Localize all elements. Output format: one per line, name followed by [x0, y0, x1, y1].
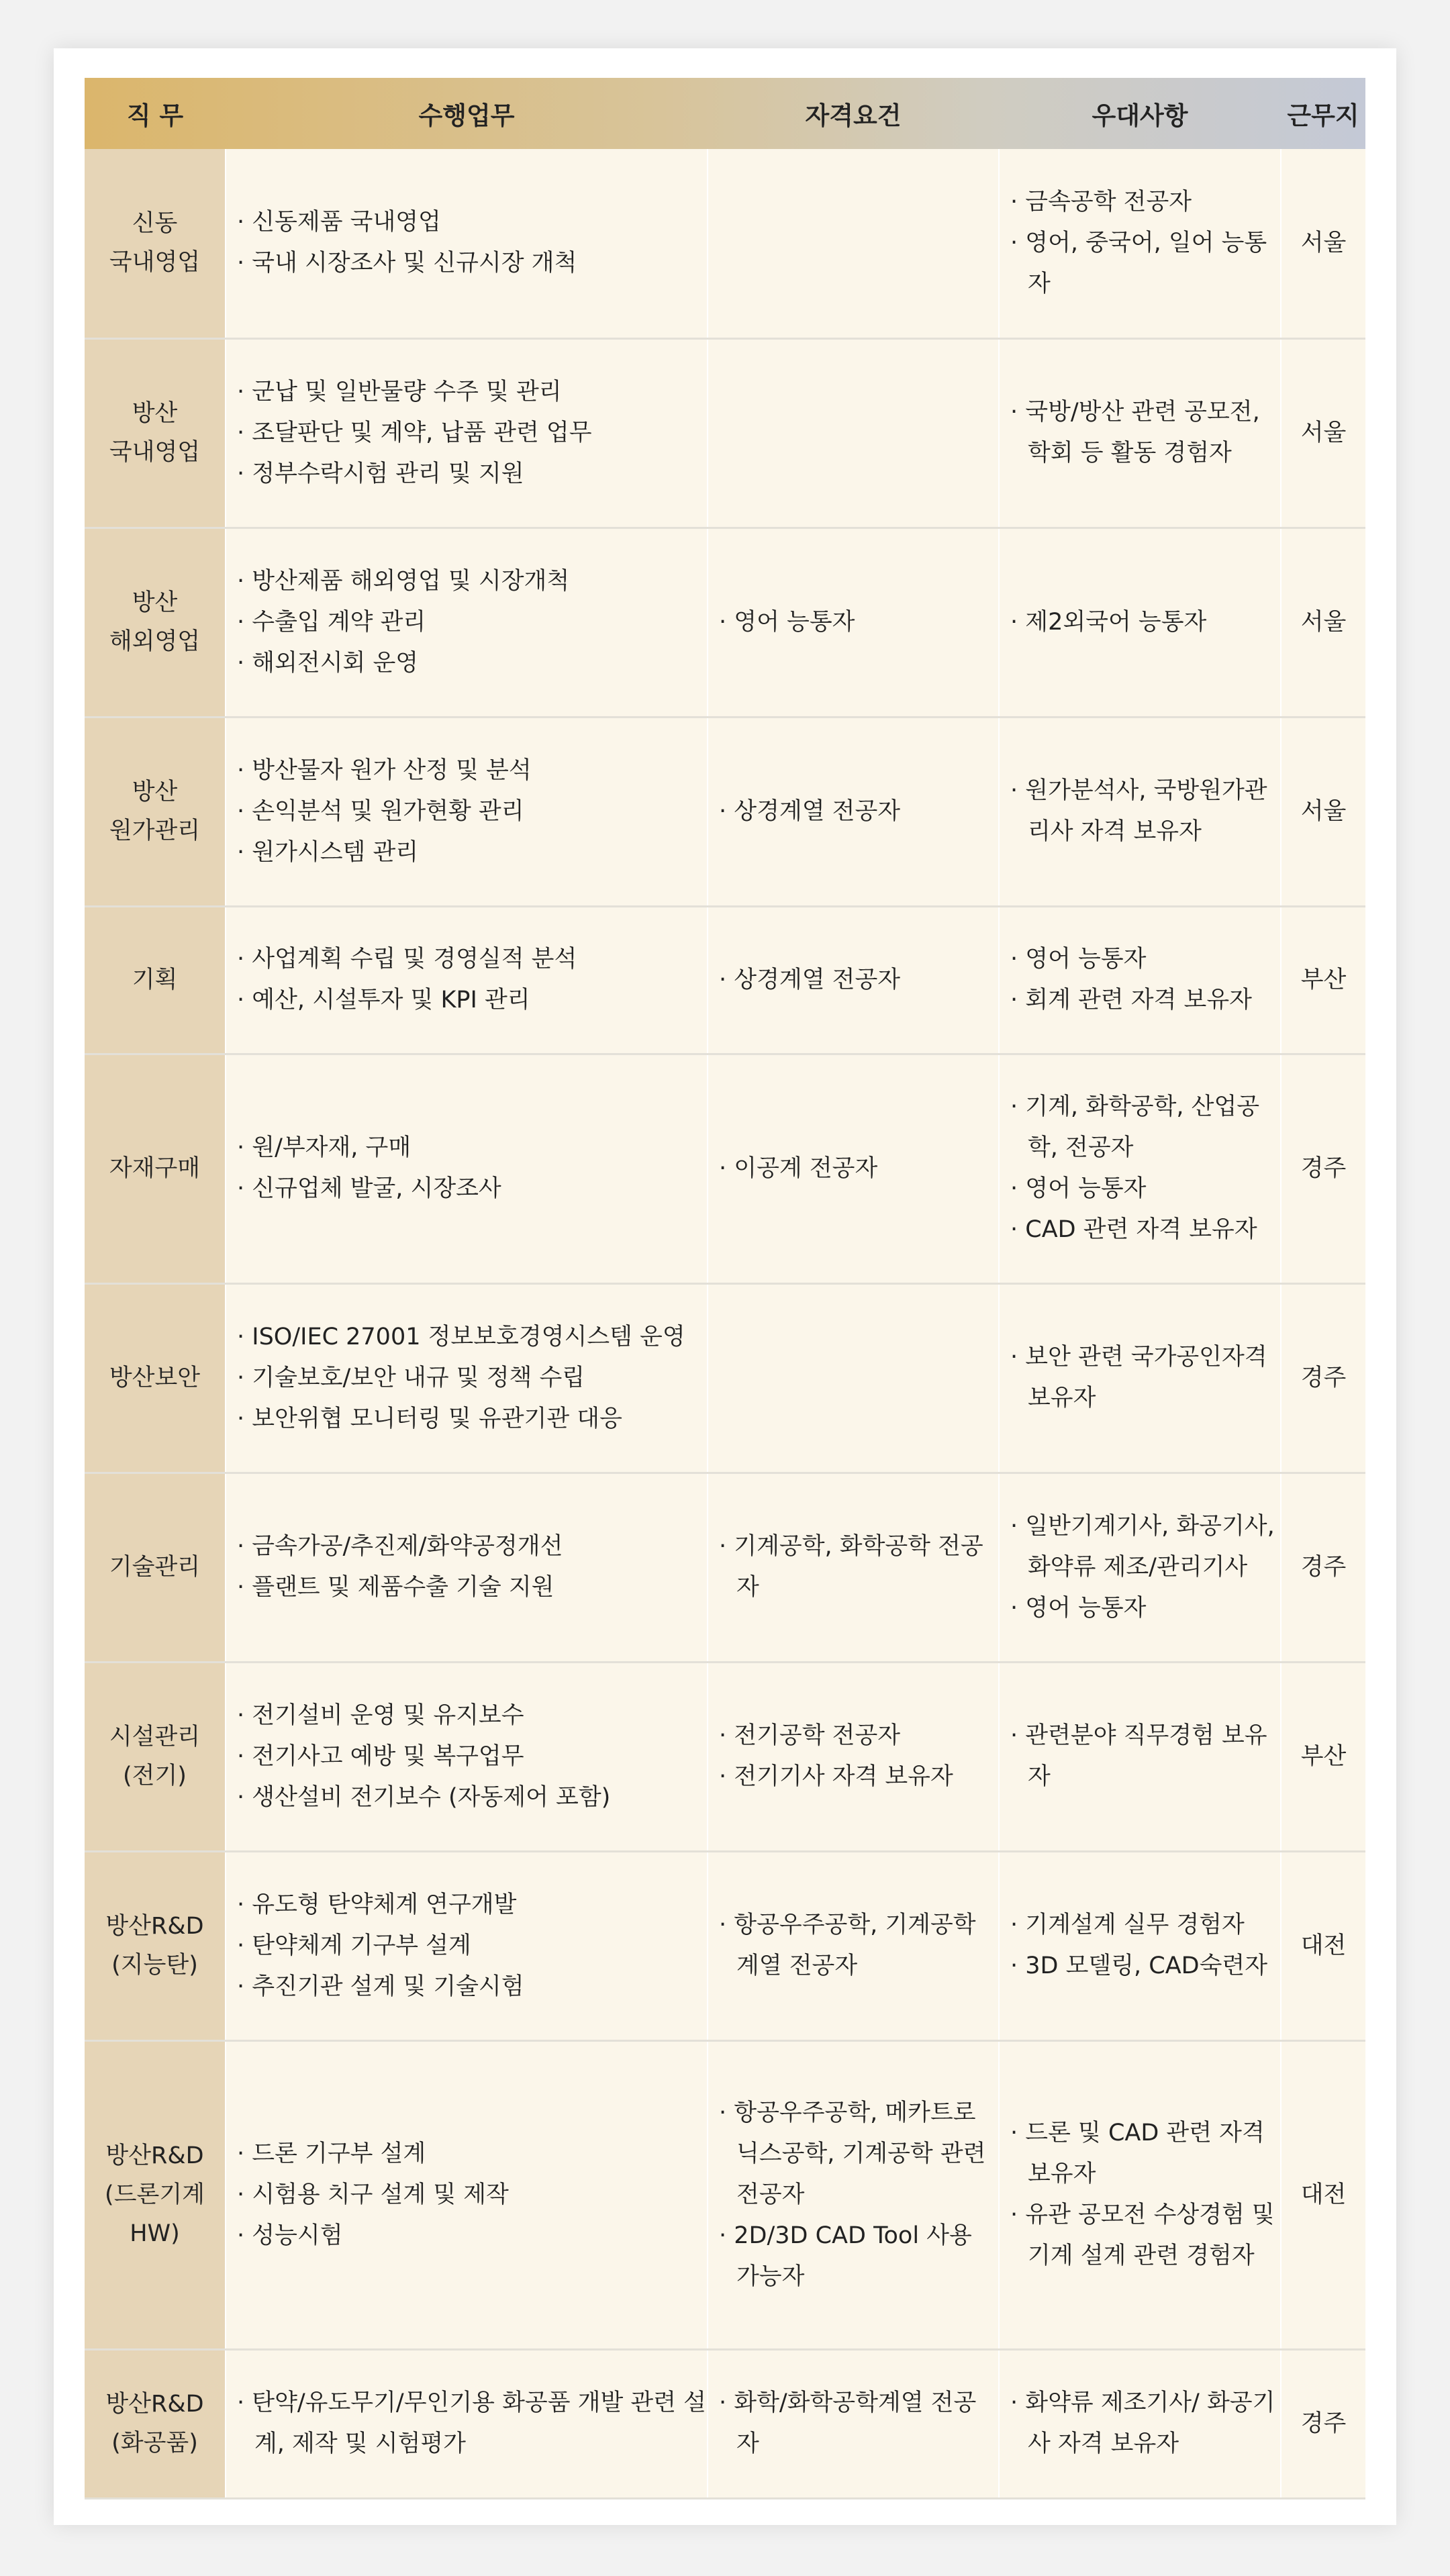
bullet-item: · 일반기계기사, 화공기사, 화약류 제조/관리기사 — [1010, 1506, 1280, 1588]
job-title-cell — [85, 149, 226, 338]
table-row — [85, 1473, 1365, 1662]
bullet-item: · 상경계열 전공자 — [719, 791, 998, 832]
location-cell: 서울 — [1281, 338, 1365, 528]
table-row — [85, 1054, 1365, 1283]
bullet-item: · 유도형 탄약체계 연구개발 — [237, 1885, 707, 1926]
table-row — [85, 338, 1365, 528]
preferred-cell — [999, 906, 1281, 1054]
job-title-line: 방산 — [132, 400, 178, 427]
job-title-cell — [85, 528, 226, 717]
bullet-item: · 플랜트 및 제품수출 기술 지원 — [237, 1567, 707, 1608]
requirements-cell — [708, 1054, 999, 1283]
bullet-item: · 금속공학 전공자 — [1010, 182, 1280, 223]
bullet-item: · 영어, 중국어, 일어 능통자 — [1010, 223, 1280, 305]
bullet-item: · 전기사고 예방 및 복구업무 — [237, 1736, 707, 1777]
requirements-cell — [708, 906, 999, 1054]
job-title-line: 국내영업 — [109, 249, 201, 277]
job-title-line: 방산 — [132, 589, 178, 616]
preferred-cell — [999, 717, 1281, 906]
requirements-cell — [708, 1473, 999, 1662]
header-job: 직 무 — [126, 101, 184, 130]
preferred-cell — [999, 1473, 1281, 1662]
bullet-item: · 예산, 시설투자 및 KPI 관리 — [237, 980, 707, 1021]
job-title-cell — [85, 338, 226, 528]
location-cell: 서울 — [1281, 717, 1365, 906]
bullet-item: · 탄약/유도무기/무인기용 화공품 개발 관련 설계, 제작 및 시험평가 — [237, 2383, 707, 2465]
table-row — [85, 2349, 1365, 2498]
bullet-item: · 영어 능통자 — [719, 602, 998, 643]
table-row — [85, 149, 1365, 338]
requirements-cell — [708, 1851, 999, 2040]
table-row — [85, 528, 1365, 717]
bullet-item: · 정부수락시험 관리 및 지원 — [237, 454, 707, 495]
job-title-line: 국내영업 — [109, 439, 201, 466]
requirements-cell — [708, 1283, 999, 1473]
bullet-item: · 관련분야 직무경험 보유자 — [1010, 1716, 1280, 1797]
bullet-item: · 탄약체계 기구부 설계 — [237, 1926, 707, 1967]
header-requirements: 자격요건 — [805, 101, 902, 130]
bullet-item: · 사업계획 수립 및 경영실적 분석 — [237, 939, 707, 980]
requirements-cell — [708, 528, 999, 717]
header-location: 근무지 — [1287, 101, 1359, 130]
bullet-item: · 수출입 계약 관리 — [237, 602, 707, 643]
job-table-card — [54, 48, 1396, 2525]
table-body — [85, 149, 1365, 2498]
job-title-line: 방산 — [132, 779, 178, 805]
bullet-item: · 국방/방산 관련 공모전, 학회 등 활동 경험자 — [1010, 392, 1280, 474]
bullet-item: · 국내 시장조사 및 신규시장 개척 — [237, 243, 707, 284]
preferred-cell — [999, 2349, 1281, 2498]
duties-cell — [226, 906, 708, 1054]
location-cell: 서울 — [1281, 149, 1365, 338]
job-title-cell — [85, 906, 226, 1054]
preferred-cell — [999, 1851, 1281, 2040]
location-cell: 경주 — [1281, 2349, 1365, 2498]
bullet-item: · 보안 관련 국가공인자격 보유자 — [1010, 1337, 1280, 1419]
bullet-item: · CAD 관련 자격 보유자 — [1010, 1209, 1280, 1250]
duties-cell — [226, 2349, 708, 2498]
bullet-item: · 전기공학 전공자 — [719, 1716, 998, 1756]
job-title-line: 신동 — [132, 210, 178, 238]
job-title-line: 방산R&D — [105, 2391, 204, 2418]
bullet-item: · 영어 능통자 — [1010, 1588, 1280, 1629]
duties-cell — [226, 149, 708, 338]
bullet-item: · 영어 능통자 — [1010, 1169, 1280, 1209]
bullet-item: · 기계공학, 화학공학 전공자 — [719, 1526, 998, 1608]
preferred-cell — [999, 528, 1281, 717]
table-row — [85, 906, 1365, 1054]
bullet-item: · 드론 및 CAD 관련 자격 보유자 — [1010, 2113, 1280, 2195]
job-title-cell — [85, 1662, 226, 1851]
duties-cell — [226, 1283, 708, 1473]
bullet-item: · 신동제품 국내영업 — [237, 202, 707, 243]
bullet-item: · 2D/3D CAD Tool 사용 가능자 — [719, 2216, 998, 2297]
preferred-cell — [999, 1054, 1281, 1283]
header-duties: 수행업무 — [418, 101, 515, 130]
requirements-cell — [708, 338, 999, 528]
bullet-item: · 전기기사 자격 보유자 — [719, 1756, 998, 1797]
bullet-item: · 조달판단 및 계약, 납품 관련 업무 — [237, 413, 707, 454]
bullet-item: · 항공우주공학, 메카트로닉스공학, 기계공학 관련 전공자 — [719, 2093, 998, 2216]
location-cell: 대전 — [1281, 1851, 1365, 2040]
bullet-item: · 상경계열 전공자 — [719, 960, 998, 1001]
bullet-item: · 회계 관련 자격 보유자 — [1010, 980, 1280, 1021]
duties-cell — [226, 1473, 708, 1662]
bullet-item: · 금속가공/추진제/화약공정개선 — [237, 1526, 707, 1567]
bullet-item: · 해외전시회 운영 — [237, 643, 707, 684]
bullet-item: · 군납 및 일반물량 수주 및 관리 — [237, 372, 707, 413]
job-title-line: 자재구매 — [109, 1155, 201, 1182]
job-title-cell — [85, 1473, 226, 1662]
job-title-cell — [85, 2040, 226, 2349]
bullet-item: · 항공우주공학, 기계공학 계열 전공자 — [719, 1905, 998, 1987]
table-row — [85, 1662, 1365, 1851]
job-title-cell — [85, 2349, 226, 2498]
bullet-item: · 영어 능통자 — [1010, 939, 1280, 980]
bullet-item: · 기계설계 실무 경험자 — [1010, 1905, 1280, 1946]
bullet-item: · 원가분석사, 국방원가관리사 자격 보유자 — [1010, 771, 1280, 852]
job-title-line: HW) — [130, 2220, 180, 2247]
preferred-cell — [999, 149, 1281, 338]
job-title-line: 기획 — [132, 967, 178, 993]
location-cell: 경주 — [1281, 1283, 1365, 1473]
bullet-item: · 추진기관 설계 및 기술시험 — [237, 1967, 707, 2008]
location-cell: 부산 — [1281, 1662, 1365, 1851]
requirements-cell — [708, 149, 999, 338]
bullet-item: · 신규업체 발굴, 시장조사 — [237, 1169, 707, 1209]
requirements-cell — [708, 2040, 999, 2349]
duties-cell — [226, 338, 708, 528]
job-title-line: (지능탄) — [111, 1952, 198, 1979]
bullet-item: · 손익분석 및 원가현황 관리 — [237, 791, 707, 832]
job-title-cell — [85, 1054, 226, 1283]
table-row — [85, 1851, 1365, 2040]
preferred-cell — [999, 338, 1281, 528]
job-title-line: 방산보안 — [109, 1365, 201, 1391]
job-title-line: 기술관리 — [109, 1554, 201, 1581]
bullet-item: · 생산설비 전기보수 (자동제어 포함) — [237, 1777, 707, 1818]
header-preferred: 우대사항 — [1092, 101, 1188, 130]
job-title-line: 방산R&D — [105, 1913, 204, 1940]
location-cell: 부산 — [1281, 906, 1365, 1054]
location-cell: 서울 — [1281, 528, 1365, 717]
bullet-item: · 화학/화학공학계열 전공자 — [719, 2383, 998, 2465]
bullet-item: · 성능시험 — [237, 2216, 707, 2257]
job-title-line: 해외영업 — [109, 628, 201, 655]
table-row — [85, 717, 1365, 906]
requirements-cell — [708, 2349, 999, 2498]
location-cell: 대전 — [1281, 2040, 1365, 2349]
location-cell: 경주 — [1281, 1473, 1365, 1662]
preferred-cell — [999, 2040, 1281, 2349]
duties-cell — [226, 528, 708, 717]
table-row — [85, 1283, 1365, 1473]
duties-cell — [226, 1662, 708, 1851]
bullet-item: · 기계, 화학공학, 산업공학, 전공자 — [1010, 1087, 1280, 1169]
requirements-cell — [708, 717, 999, 906]
table-row — [85, 2040, 1365, 2349]
preferred-cell — [999, 1283, 1281, 1473]
preferred-cell — [999, 1662, 1281, 1851]
bullet-item: · 3D 모델링, CAD숙련자 — [1010, 1946, 1280, 1987]
bullet-item: · 드론 기구부 설계 — [237, 2134, 707, 2175]
job-title-line: 방산R&D — [105, 2142, 204, 2169]
job-title-cell — [85, 1283, 226, 1473]
bullet-item: · 원/부자재, 구매 — [237, 1128, 707, 1169]
job-table — [85, 78, 1365, 2499]
bullet-item: · 원가시스템 관리 — [237, 832, 707, 873]
duties-cell — [226, 1054, 708, 1283]
job-title-line: 시설관리 — [109, 1724, 201, 1750]
table-header-row — [85, 78, 1365, 149]
job-title-line: 원가관리 — [109, 818, 201, 844]
bullet-item: · 유관 공모전 수상경험 및 기계 설계 관련 경험자 — [1010, 2195, 1280, 2277]
job-title-cell — [85, 1851, 226, 2040]
bullet-item: · ISO/IEC 27001 정보보호경영시스템 운영 — [237, 1317, 707, 1358]
bullet-item: · 기술보호/보안 내규 및 정책 수립 — [237, 1358, 707, 1399]
bullet-item: · 전기설비 운영 및 유지보수 — [237, 1695, 707, 1736]
job-title-line: (드론기계 — [105, 2181, 205, 2208]
duties-cell — [226, 2040, 708, 2349]
job-title-line: (전기) — [123, 1763, 187, 1789]
bullet-item: · 화약류 제조기사/ 화공기사 자격 보유자 — [1010, 2383, 1280, 2465]
bullet-item: · 이공계 전공자 — [719, 1148, 998, 1189]
bullet-item: · 방산물자 원가 산정 및 분석 — [237, 750, 707, 791]
requirements-cell — [708, 1662, 999, 1851]
bullet-item: · 제2외국어 능통자 — [1010, 602, 1280, 643]
bullet-item: · 방산제품 해외영업 및 시장개척 — [237, 561, 707, 602]
duties-cell — [226, 717, 708, 906]
location-cell: 경주 — [1281, 1054, 1365, 1283]
duties-cell — [226, 1851, 708, 2040]
job-title-line: (화공품) — [111, 2430, 198, 2457]
job-title-cell — [85, 717, 226, 906]
bullet-item: · 보안위협 모니터링 및 유관기관 대응 — [237, 1399, 707, 1440]
bullet-item: · 시험용 치구 설계 및 제작 — [237, 2175, 707, 2216]
